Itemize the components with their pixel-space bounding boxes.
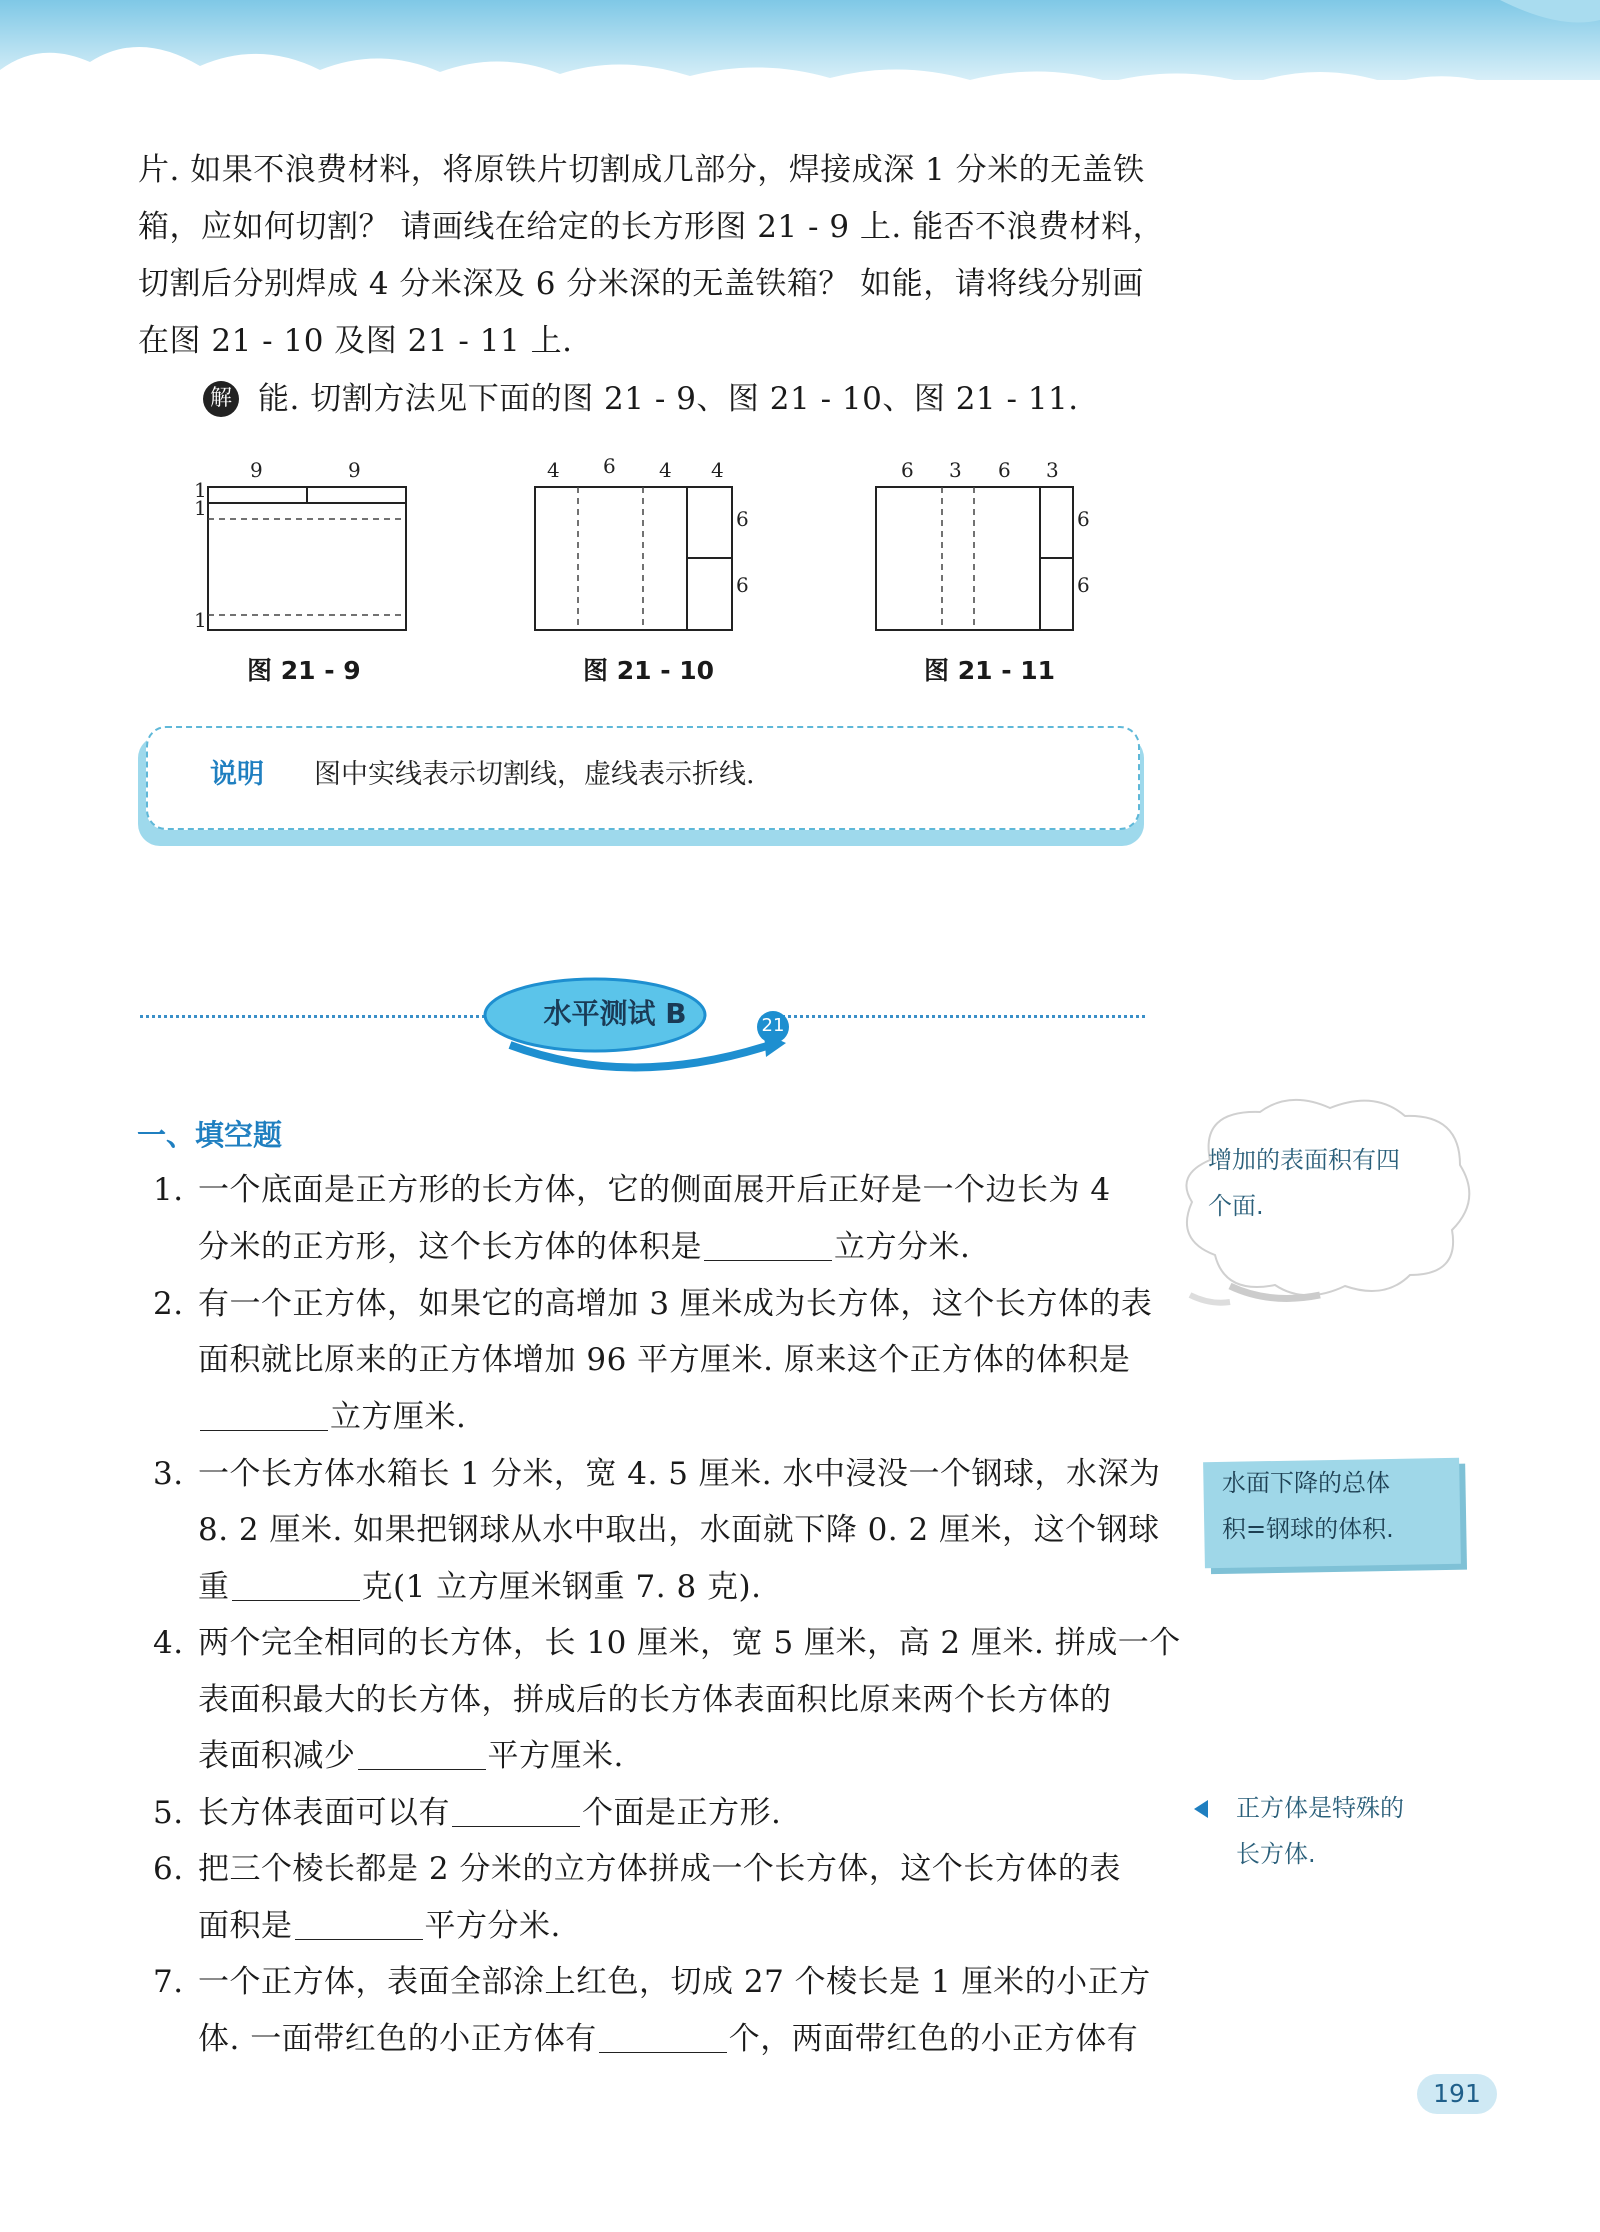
note-box-line: 积=钢球的体积. <box>1222 1515 1394 1543</box>
question-line: 分米的正方形，这个长方体的体积是 立方分米. <box>198 1229 971 1265</box>
question-line: 两个完全相同的长方体，长 10 厘米，宽 5 厘米，高 2 厘米. 拼成一个 <box>198 1625 1181 1661</box>
question-number: 3. <box>153 1456 184 1492</box>
cloud-note-line: 增加的表面积有四 <box>1208 1146 1400 1174</box>
section-title: 水平测试 B <box>543 997 687 1030</box>
intro-line: 在图 21 - 10 及图 21 - 11 上. <box>138 323 573 359</box>
intro-line: 切割后分别焊成 4 分米深及 6 分米深的无盖铁箱？ 如能，请将线分别画 <box>138 266 1144 302</box>
figure-caption: 图 21 - 11 <box>924 656 1056 685</box>
dimension-label: 6 <box>1077 573 1090 597</box>
question-number: 4. <box>153 1625 184 1661</box>
question-line: 长方体表面可以有 个面是正方形. <box>198 1795 782 1831</box>
dimension-label: 9 <box>250 458 263 482</box>
solution-text: 能. 切割方法见下面的图 21 - 9、图 21 - 10、图 21 - 11. <box>258 381 1079 417</box>
question-line: 一个正方体，表面全部涂上红色，切成 27 个棱长是 1 厘米的小正方 <box>198 1964 1151 2000</box>
figure-caption: 图 21 - 9 <box>247 656 361 685</box>
question-line: 重 克(1 立方厘米钢重 7. 8 克). <box>198 1569 762 1605</box>
dimension-label: 1 <box>194 478 207 502</box>
figure-21-11 <box>870 455 1110 645</box>
header-cloud-banner <box>0 0 1600 130</box>
answer-blank[interactable] <box>452 1796 580 1827</box>
page-number: 191 <box>1417 2074 1497 2114</box>
dimension-label: 9 <box>348 458 361 482</box>
dimension-label: 4 <box>659 458 672 482</box>
answer-blank[interactable] <box>200 1400 328 1431</box>
question-number: 7. <box>153 1964 184 2000</box>
explanation-label: 说明 <box>210 759 264 790</box>
question-line: 表面积最大的长方体，拼成后的长方体表面积比原来两个长方体的 <box>198 1682 1112 1718</box>
triangle-arrow-icon <box>1194 1800 1208 1818</box>
cloud-note-line: 个面. <box>1208 1192 1264 1220</box>
dimension-label: 6 <box>1077 507 1090 531</box>
part-heading: 一、填空题 <box>137 1118 283 1152</box>
question-line: 立方厘米. <box>198 1397 466 1437</box>
explanation-text: 图中实线表示切割线，虚线表示折线. <box>314 759 755 790</box>
answer-blank[interactable] <box>599 2022 727 2053</box>
dimension-label: 6 <box>998 458 1011 482</box>
dimension-label: 6 <box>736 507 749 531</box>
section-badge: 21 <box>761 1015 785 1036</box>
dimension-label: 6 <box>901 458 914 482</box>
question-line: 一个底面是正方形的长方体，它的侧面展开后正好是一个边长为 4 <box>198 1172 1111 1208</box>
arrow-note-line: 正方体是特殊的 <box>1236 1794 1404 1822</box>
question-line: 面积是 平方分米. <box>198 1908 561 1944</box>
answer-blank[interactable] <box>232 1570 360 1601</box>
question-number: 2. <box>153 1286 184 1322</box>
answer-blank[interactable] <box>295 1909 423 1940</box>
question-line: 表面积减少 平方厘米. <box>198 1738 624 1774</box>
question-line: 一个长方体水箱长 1 分米，宽 4. 5 厘米. 水中浸没一个钢球，水深为 <box>198 1456 1161 1492</box>
question-line: 把三个棱长都是 2 分米的立方体拼成一个长方体，这个长方体的表 <box>198 1851 1121 1887</box>
figure-21-10 <box>525 455 765 645</box>
note-box-line: 水面下降的总体 <box>1222 1469 1390 1497</box>
solution-badge: 解 <box>203 381 239 417</box>
dimension-label: 6 <box>603 455 616 478</box>
explanation-box <box>136 726 1144 846</box>
dimension-label: 1 <box>194 608 207 632</box>
figure-caption: 图 21 - 10 <box>583 656 715 685</box>
intro-line: 箱，应如何切割？ 请画线在给定的长方形图 21 - 9 上. 能否不浪费材料， <box>138 209 1165 245</box>
answer-blank[interactable] <box>358 1739 486 1770</box>
arrow-note-line: 长方体. <box>1236 1840 1316 1868</box>
dimension-label: 4 <box>547 458 560 482</box>
question-line: 面积就比原来的正方体增加 96 平方厘米. 原来这个正方体的体积是 <box>198 1342 1131 1378</box>
dimension-label: 3 <box>1046 458 1059 482</box>
question-number: 1. <box>153 1172 184 1208</box>
question-number: 6. <box>153 1851 184 1887</box>
question-number: 5. <box>153 1795 184 1831</box>
dimension-label: 3 <box>949 458 962 482</box>
question-line: 体. 一面带红色的小正方体有 个，两面带红色的小正方体有 <box>198 2021 1139 2057</box>
question-line: 8. 2 厘米. 如果把钢球从水中取出，水面就下降 0. 2 厘米，这个钢球 <box>198 1512 1160 1548</box>
answer-blank[interactable] <box>704 1230 832 1261</box>
dimension-label: 1 <box>194 496 207 520</box>
intro-line: 片. 如果不浪费材料，将原铁片切割成几部分，焊接成深 1 分米的无盖铁 <box>138 152 1145 188</box>
dimension-label: 4 <box>711 458 724 482</box>
section-divider-right <box>770 1015 1145 1018</box>
dimension-label: 6 <box>736 573 749 597</box>
section-divider-left <box>140 1015 485 1018</box>
question-line: 有一个正方体，如果它的高增加 3 厘米成为长方体，这个长方体的表 <box>198 1286 1153 1322</box>
figure-21-9 <box>190 455 430 645</box>
